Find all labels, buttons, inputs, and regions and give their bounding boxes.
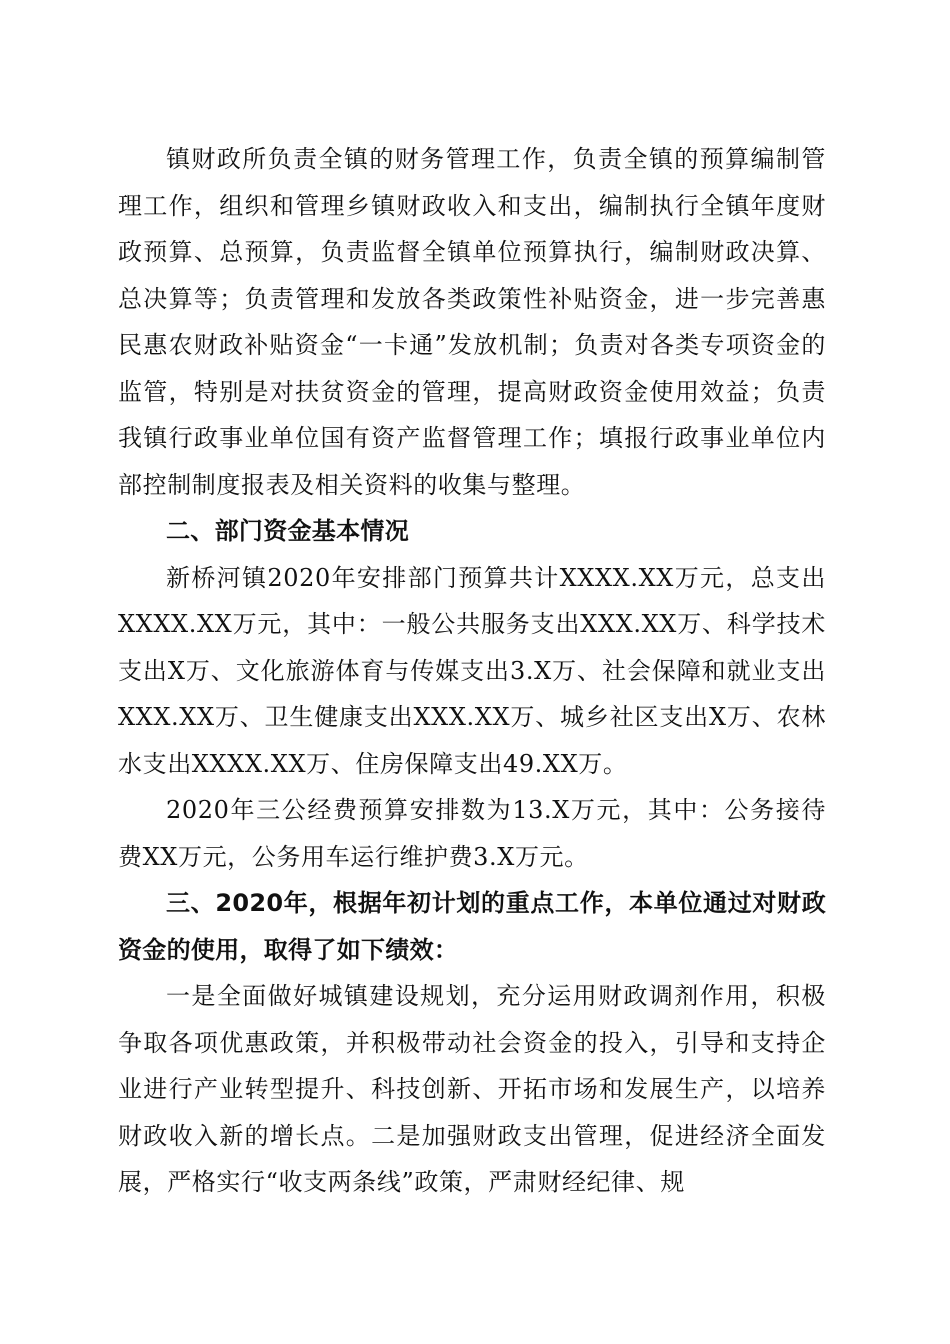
- paragraph-budget-overview: 新桥河镇2020年安排部门预算共计XXXX.XX万元，总支出XXXX.XX万元，其中：一般公共服务支出XXX.XX万、科学技术支出X万、文化旅游体育与传媒支出3.X万、社会保障和就业支出XXX.XX万、卫生健康支出XXX.XX万、城乡社区支出X万、农林水支出XXXX.XX万、住房保障支出49.XX万。: [118, 563, 826, 778]
- document-page: [118, 136, 826, 1206]
- heading-performance: 三、2020年，根据年初计划的重点工作，本单位通过对财政资金的使用，取得了如下绩效：: [118, 889, 826, 964]
- paragraph-responsibilities: 镇财政所负责全镇的财务管理工作，负责全镇的预算编制管理工作，组织和管理乡镇财政收入和支出，编制执行全镇年度财政预算、总预算，负责监督全镇单位预算执行，编制财政决算、总决算等；负责管理和发放各类政策性补贴资金，进一步完善惠民惠农财政补贴资金“一卡通”发放机制；负责对各类专项资金的监管，特别是对扶贫资金的管理，提高财政资金使用效益；负责我镇行政事业单位国有资产监督管理工作；填报行政事业单位内部控制制度报表及相关资料的收集与整理。: [118, 145, 826, 499]
- heading-department-funds: 二、部门资金基本情况: [166, 517, 409, 545]
- paragraph-three-public-expenses: 2020年三公经费预算安排数为13.X万元，其中：公务接待费XX万元，公务用车运行维护费3.X万元。: [118, 796, 826, 871]
- paragraph-performance-details: 一是全面做好城镇建设规划，充分运用财政调剂作用，积极争取各项优惠政策，并积极带动社会资金的投入，引导和支持企业进行产业转型提升、科技创新、开拓市场和发展生产，以培养财政收入新的增长点。二是加强财政支出管理，促进经济全面发展，严格实行“收支两条线”政策，严肃财经纪律、规: [118, 982, 826, 1196]
